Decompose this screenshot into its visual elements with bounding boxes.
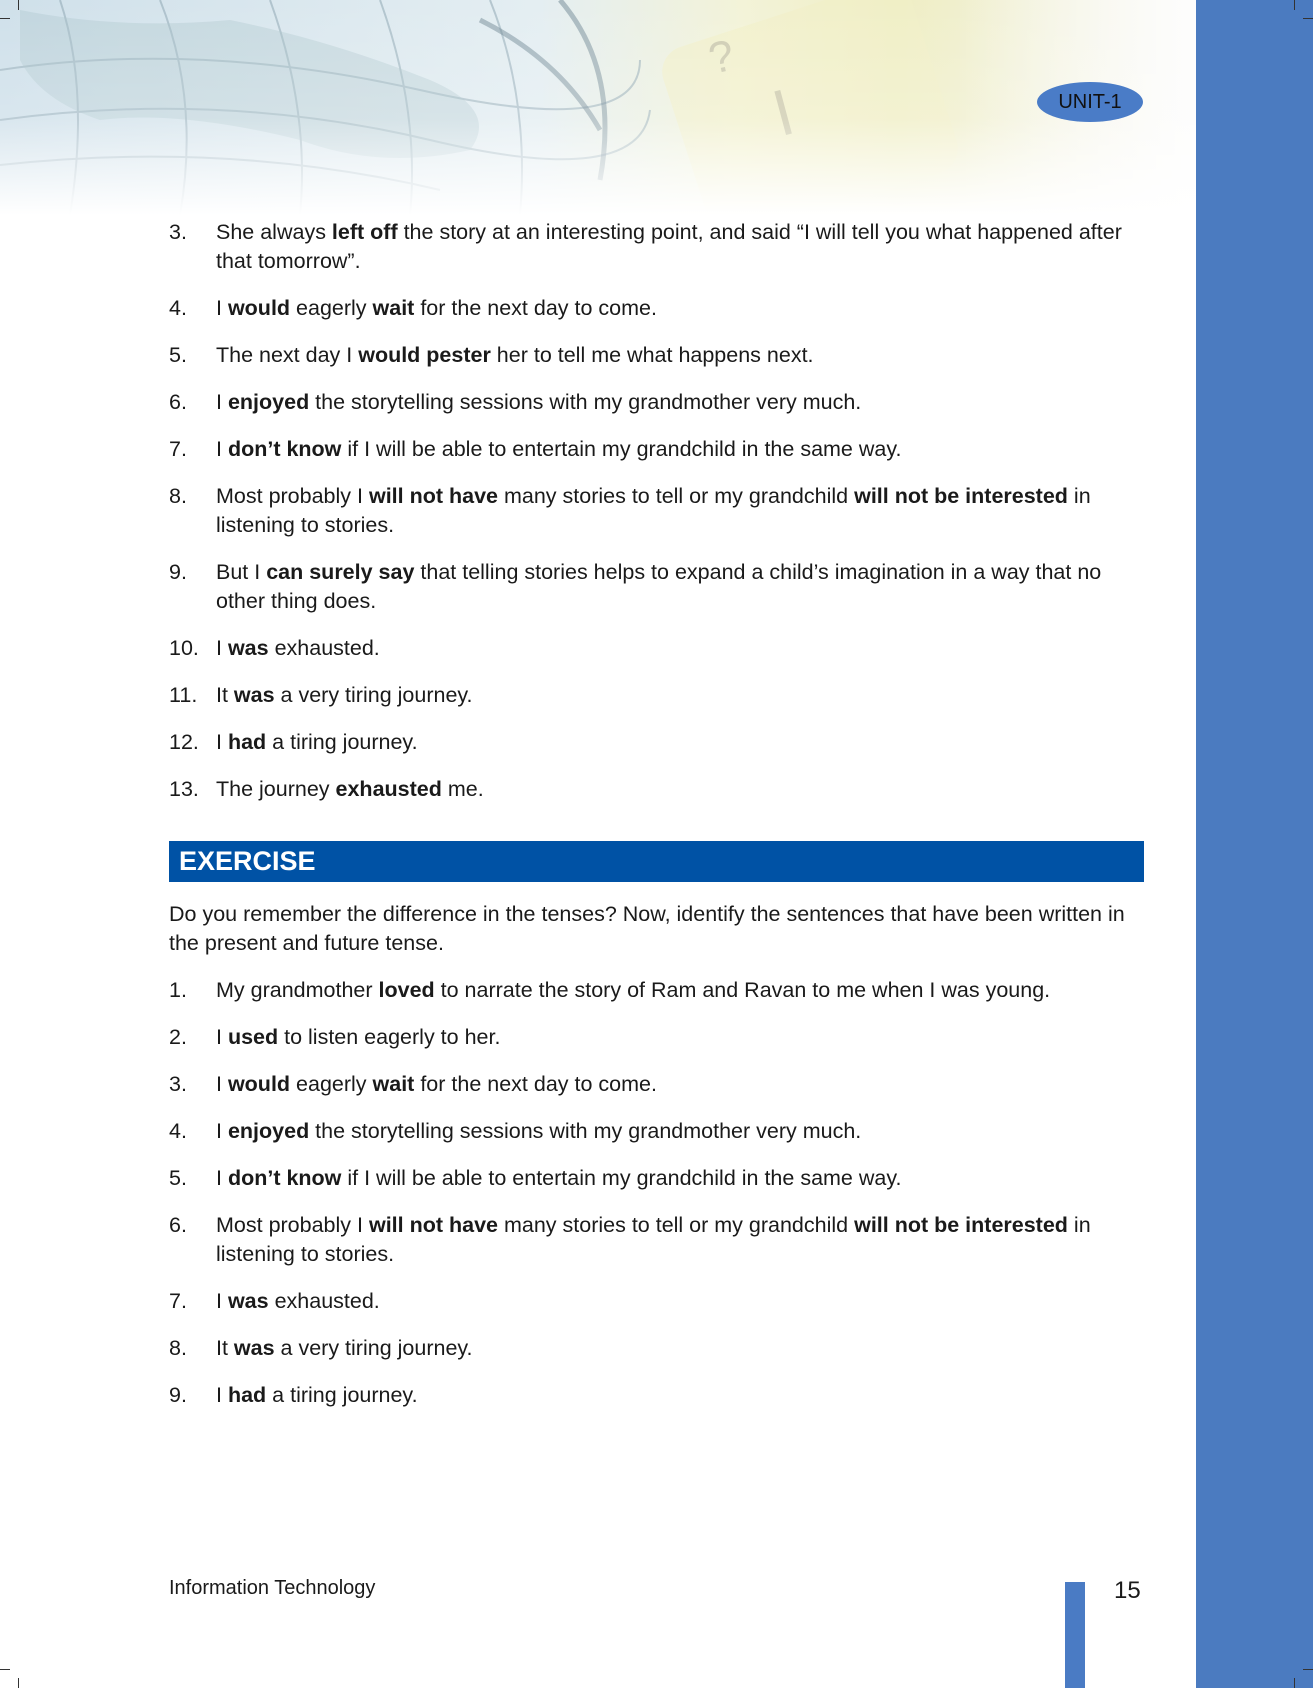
item-text bbox=[216, 1334, 1144, 1363]
text-segment: a tiring journey. bbox=[266, 730, 418, 754]
list-item bbox=[169, 388, 1144, 417]
unit-badge: UNIT-1 bbox=[1037, 82, 1143, 122]
bold-verb-phrase: used bbox=[227, 1025, 279, 1049]
bold-verb-phrase: was bbox=[227, 1289, 269, 1313]
item-number: 7. bbox=[169, 437, 187, 461]
text-segment: It bbox=[216, 1336, 234, 1360]
item-number: 3. bbox=[169, 220, 187, 244]
item-text bbox=[216, 976, 1144, 1005]
text-segment: a very tiring journey. bbox=[274, 683, 473, 707]
text-segment: many stories to tell or my grandchild bbox=[498, 1213, 855, 1237]
crop-mark bbox=[1303, 18, 1313, 19]
bold-verb-phrase: don’t know bbox=[227, 437, 342, 461]
list-item bbox=[169, 1381, 1144, 1410]
crop-mark bbox=[18, 0, 19, 10]
bold-verb-phrase: was bbox=[227, 636, 269, 660]
footer-subject: Information Technology bbox=[169, 1577, 376, 1599]
text-segment: me. bbox=[441, 777, 484, 801]
header-globe-artwork bbox=[0, 0, 1196, 215]
text-segment: eagerly bbox=[290, 296, 373, 320]
text-segment: I bbox=[216, 636, 228, 660]
list-item bbox=[169, 1334, 1144, 1363]
item-number: 9. bbox=[169, 1383, 187, 1407]
list-item bbox=[169, 728, 1144, 757]
item-text bbox=[216, 294, 1144, 323]
footer-accent-bar bbox=[1065, 1582, 1085, 1688]
item-text bbox=[216, 681, 1144, 710]
text-segment: Most probably I bbox=[216, 1213, 369, 1237]
item-text bbox=[216, 1023, 1144, 1052]
item-text bbox=[216, 435, 1144, 464]
list-item bbox=[169, 1164, 1144, 1193]
text-segment: a tiring journey. bbox=[266, 1383, 418, 1407]
list-item bbox=[169, 634, 1144, 663]
item-number: 7. bbox=[169, 1289, 187, 1313]
item-number: 10. bbox=[169, 636, 199, 660]
item-text bbox=[216, 634, 1144, 663]
item-number: 2. bbox=[169, 1025, 187, 1049]
item-number: 5. bbox=[169, 1166, 187, 1190]
crop-mark bbox=[18, 1678, 19, 1688]
bold-verb-phrase: will not have bbox=[368, 1213, 498, 1237]
text-segment: I bbox=[216, 1072, 228, 1096]
item-number: 1. bbox=[169, 978, 187, 1002]
item-number: 8. bbox=[169, 484, 187, 508]
text-segment: I bbox=[216, 390, 228, 414]
exercise-instructions: Do you remember the difference in the tenses? Now, identify the sentences that have been written in the present and future tense. bbox=[169, 902, 1125, 955]
bold-verb-phrase: would bbox=[227, 296, 291, 320]
text-segment: many stories to tell or my grandchild bbox=[498, 484, 855, 508]
list-item bbox=[169, 341, 1144, 370]
item-text bbox=[216, 218, 1144, 276]
crop-mark bbox=[1294, 1678, 1295, 1688]
text-segment: the storytelling sessions with my grandmother very much. bbox=[309, 1119, 862, 1143]
text-segment: I bbox=[216, 1166, 228, 1190]
bold-verb-phrase: would pester bbox=[358, 343, 491, 367]
list-item bbox=[169, 435, 1144, 464]
item-number: 5. bbox=[169, 343, 187, 367]
list-item bbox=[169, 482, 1144, 540]
crop-mark bbox=[1294, 0, 1295, 10]
crop-mark bbox=[0, 1669, 10, 1670]
text-segment: exhausted. bbox=[268, 636, 380, 660]
item-number: 8. bbox=[169, 1336, 187, 1360]
text-segment: a very tiring journey. bbox=[274, 1336, 473, 1360]
bold-verb-phrase: was bbox=[233, 683, 275, 707]
item-text bbox=[216, 1164, 1144, 1193]
bold-verb-phrase: exhausted bbox=[335, 777, 442, 801]
text-segment: to narrate the story of Ram and Ravan to me when I was young. bbox=[434, 978, 1051, 1002]
text-segment: in listening to stories. bbox=[216, 1213, 1091, 1266]
bold-verb-phrase: will not be interested bbox=[854, 484, 1068, 508]
text-segment: to listen eagerly to her. bbox=[278, 1025, 501, 1049]
text-segment: I bbox=[216, 437, 228, 461]
list-item bbox=[169, 1287, 1144, 1316]
item-text bbox=[216, 1117, 1144, 1146]
text-segment: for the next day to come. bbox=[414, 1072, 657, 1096]
list-item bbox=[169, 681, 1144, 710]
text-segment: Most probably I bbox=[216, 484, 369, 508]
item-text bbox=[216, 775, 1144, 804]
bold-verb-phrase: had bbox=[227, 1383, 267, 1407]
item-number: 13. bbox=[169, 777, 199, 801]
text-segment: if I will be able to entertain my grandchild in the same way. bbox=[341, 1166, 902, 1190]
item-text bbox=[216, 1287, 1144, 1316]
list-item bbox=[169, 976, 1144, 1005]
item-text bbox=[216, 728, 1144, 757]
text-segment: It bbox=[216, 683, 234, 707]
list-item bbox=[169, 1023, 1144, 1052]
list-item bbox=[169, 1117, 1144, 1146]
bold-verb-phrase: will not have bbox=[368, 484, 498, 508]
text-segment: But I bbox=[216, 560, 267, 584]
bold-verb-phrase: don’t know bbox=[227, 1166, 342, 1190]
bold-verb-phrase: enjoyed bbox=[227, 1119, 310, 1143]
bold-verb-phrase: had bbox=[227, 730, 267, 754]
sentence-list bbox=[169, 218, 1144, 804]
text-segment: her to tell me what happens next. bbox=[490, 343, 814, 367]
item-number: 9. bbox=[169, 560, 187, 584]
list-item bbox=[169, 775, 1144, 804]
text-segment: I bbox=[216, 296, 228, 320]
item-text bbox=[216, 1381, 1144, 1410]
text-segment: She always bbox=[216, 220, 332, 244]
item-number: 12. bbox=[169, 730, 199, 754]
text-segment: I bbox=[216, 1383, 228, 1407]
list-item bbox=[169, 1211, 1144, 1269]
bold-verb-phrase: would bbox=[227, 1072, 291, 1096]
text-segment: eagerly bbox=[290, 1072, 373, 1096]
side-color-band bbox=[1196, 0, 1313, 1688]
text-segment: the storytelling sessions with my grandmother very much. bbox=[309, 390, 862, 414]
item-number: 4. bbox=[169, 296, 187, 320]
item-text bbox=[216, 558, 1144, 616]
text-segment: I bbox=[216, 1025, 228, 1049]
item-text bbox=[216, 482, 1144, 540]
list-item bbox=[169, 218, 1144, 276]
text-segment: My grandmother bbox=[216, 978, 379, 1002]
text-segment: exhausted. bbox=[268, 1289, 380, 1313]
bold-verb-phrase: wait bbox=[372, 1072, 415, 1096]
item-text bbox=[216, 341, 1144, 370]
crop-mark bbox=[1303, 1669, 1313, 1670]
text-segment: that telling stories helps to expand a child’s imagination in a way that no other thing does. bbox=[216, 560, 1102, 613]
text-segment: for the next day to come. bbox=[414, 296, 657, 320]
item-text bbox=[216, 388, 1144, 417]
text-segment: I bbox=[216, 730, 228, 754]
exercise-heading: EXERCISE bbox=[169, 841, 1144, 882]
item-number: 3. bbox=[169, 1072, 187, 1096]
page-content bbox=[169, 218, 1144, 1428]
exercise-sentence-list bbox=[169, 976, 1144, 1410]
text-segment: The journey bbox=[216, 777, 336, 801]
crop-mark bbox=[0, 18, 10, 19]
item-number: 6. bbox=[169, 390, 187, 414]
text-segment: if I will be able to entertain my grandchild in the same way. bbox=[341, 437, 902, 461]
text-segment: the story at an interesting point, and said “I will tell you what happened after that tomorrow”. bbox=[216, 220, 1122, 273]
list-item bbox=[169, 294, 1144, 323]
list-item bbox=[169, 558, 1144, 616]
bold-verb-phrase: loved bbox=[378, 978, 435, 1002]
bold-verb-phrase: enjoyed bbox=[227, 390, 310, 414]
bold-verb-phrase: wait bbox=[372, 296, 415, 320]
text-segment: in listening to stories. bbox=[216, 484, 1091, 537]
bold-verb-phrase: will not be interested bbox=[854, 1213, 1068, 1237]
item-text bbox=[216, 1070, 1144, 1099]
list-item bbox=[169, 1070, 1144, 1099]
item-text bbox=[216, 1211, 1144, 1269]
page-number: 15 bbox=[1114, 1577, 1141, 1604]
text-segment: I bbox=[216, 1119, 228, 1143]
bold-verb-phrase: was bbox=[233, 1336, 275, 1360]
bold-verb-phrase: left off bbox=[331, 220, 398, 244]
item-number: 6. bbox=[169, 1213, 187, 1237]
text-segment: The next day I bbox=[216, 343, 359, 367]
text-segment: I bbox=[216, 1289, 228, 1313]
bold-verb-phrase: can surely say bbox=[266, 560, 415, 584]
item-number: 4. bbox=[169, 1119, 187, 1143]
item-number: 11. bbox=[169, 683, 198, 707]
